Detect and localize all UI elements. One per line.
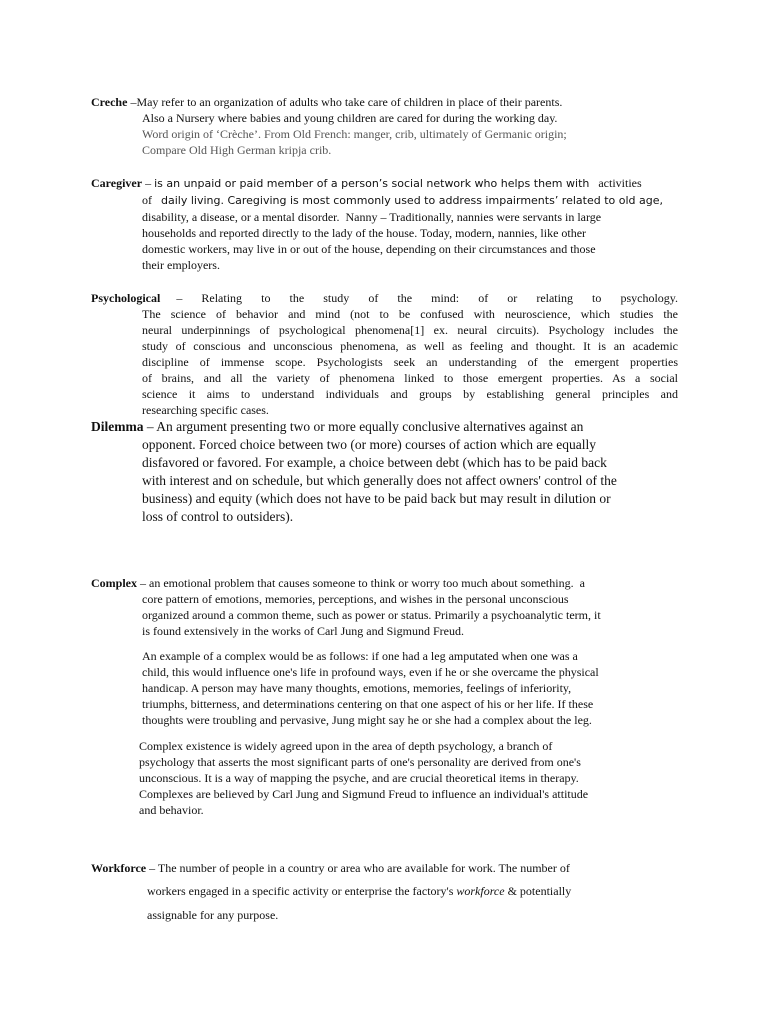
- definition-line: & potentially: [504, 884, 572, 898]
- italic-term: workforce: [456, 884, 505, 898]
- definition-line: activities: [589, 176, 642, 190]
- complex-example-paragraph: [91, 648, 691, 728]
- definition-line: disability, a disease, or a mental disorder. Nanny – Traditionally, nannies were servants in large: [142, 210, 602, 224]
- definition-line: – An argument presenting two or more equally conclusive alternatives against an: [143, 419, 584, 434]
- definition-line: organized around a common theme, such as power or status. Primarily a psychoanalytic term, it: [142, 608, 601, 622]
- definition-line: neural underpinnings of psychological phenomena[1] ex. neural circuits). Psychology includes the: [142, 323, 678, 337]
- definition-line: is found extensively in the works of Carl Jung and Sigmund Freud.: [142, 624, 464, 638]
- paragraph-line: handicap. A person may have many thoughts, emotions, memories, feelings of inferiority,: [142, 681, 572, 695]
- definition-line: business) and equity (which does not have to be paid back but may result in dilution or: [142, 491, 611, 506]
- term-creche: Creche: [91, 95, 128, 109]
- paragraph-line: unconscious. It is a way of mapping the psyche, and are crucial theoretical items in therapy.: [139, 771, 579, 785]
- term-caregiver: Caregiver: [91, 176, 143, 190]
- entry-dilemma: [91, 418, 691, 526]
- paragraph-line: and behavior.: [139, 803, 204, 817]
- paragraph-line: thoughts were troubling and pervasive, Jung might say he or she had a complex about the leg.: [142, 713, 592, 727]
- paragraph-line: psychology that asserts the most significant parts of one's personality are derived from one's: [139, 755, 581, 769]
- entry-complex: [91, 575, 691, 639]
- separator: –: [127, 95, 137, 109]
- entry-psychological: [91, 290, 678, 418]
- definition-line: – The number of people in a country or area who are available for work. The number of: [146, 861, 570, 875]
- definition-line: households and reported directly to the lady of the house. Today, modern, nannies, like other: [142, 226, 587, 240]
- paragraph-line: triumphs, bitterness, and determinations centering on that one aspect of his or her life. If these: [142, 697, 594, 711]
- definition-line: The science of behavior and mind (not to be confused with neuroscience, which studies the: [142, 307, 678, 321]
- paragraph-line: Complex existence is widely agreed upon in the area of depth psychology, a branch of: [139, 739, 553, 753]
- definition-line: their employers.: [142, 258, 220, 272]
- definition-line: with interest and on schedule, but which generally does not affect owners' control of the: [142, 473, 617, 488]
- complex-existence-paragraph: [91, 738, 691, 818]
- definition-line: – an emotional problem that causes someone to think or worry too much about something. a: [137, 576, 585, 590]
- definition-line: of: [142, 193, 161, 207]
- entry-caregiver: [91, 175, 691, 273]
- definition-line: Word origin of ‘Crèche’. From Old French: manger, crib, ultimately of Germanic origin;: [142, 127, 567, 141]
- term-dilemma: Dilemma: [91, 419, 144, 434]
- definition-line: assignable for any purpose.: [147, 908, 279, 922]
- definition-line: Compare Old High German kripja crib.: [142, 143, 332, 157]
- definition-line: loss of control to outsiders).: [142, 509, 294, 524]
- definition-line: daily living. Caregiving is most commonly used to address impairments’ related to old age,: [161, 194, 664, 207]
- paragraph-line: An example of a complex would be as follows: if one had a leg amputated when one was a: [142, 649, 578, 663]
- separator: –: [142, 176, 155, 190]
- term-workforce: Workforce: [91, 861, 147, 875]
- definition-line: domestic workers, may live in or out of the house, depending on their circumstances and those: [142, 242, 596, 256]
- paragraph-line: Complexes are believed by Carl Jung and Sigmund Freud to influence an individual's attitude: [139, 787, 589, 801]
- definition-line: disfavored or favored. For example, a choice between debt (which has to be paid back: [142, 455, 607, 470]
- definition-line: science it aims to understand individuals and groups by establishing general principles and: [142, 387, 678, 401]
- term-psychological: Psychological: [91, 291, 161, 305]
- definition-line: is an unpaid or paid member of a person’s social network who helps them with: [154, 177, 590, 190]
- definition-line: discipline of immense scope. Psychologists seek an understanding of the emergent properties: [142, 355, 678, 369]
- definition-line: study of conscious and unconscious phenomena, as well as feeling and thought. It is an academic: [142, 339, 678, 353]
- entry-creche: [91, 94, 691, 158]
- definition-line: – Relating to the study of the mind: of or relating to psychology.: [176, 291, 678, 305]
- definition-line: of brains, and all the variety of phenomena linked to those emergent properties. As a social: [142, 371, 678, 385]
- definition-line: core pattern of emotions, memories, perceptions, and wishes in the personal unconscious: [142, 592, 569, 606]
- definition-line: workers engaged in a specific activity or enterprise the factory's: [147, 884, 457, 898]
- entry-workforce: [91, 860, 691, 924]
- paragraph-line: child, this would influence one's life in profound ways, even if he or she overcame the physical: [142, 665, 599, 679]
- definition-line: researching specific cases.: [142, 403, 269, 417]
- definition-line: May refer to an organization of adults who take care of children in place of their parents.: [136, 95, 563, 109]
- definition-line: Also a Nursery where babies and young children are cared for during the working day.: [142, 111, 558, 125]
- term-complex: Complex: [91, 576, 137, 590]
- definition-line: opponent. Forced choice between two (or more) courses of action which are equally: [142, 437, 596, 452]
